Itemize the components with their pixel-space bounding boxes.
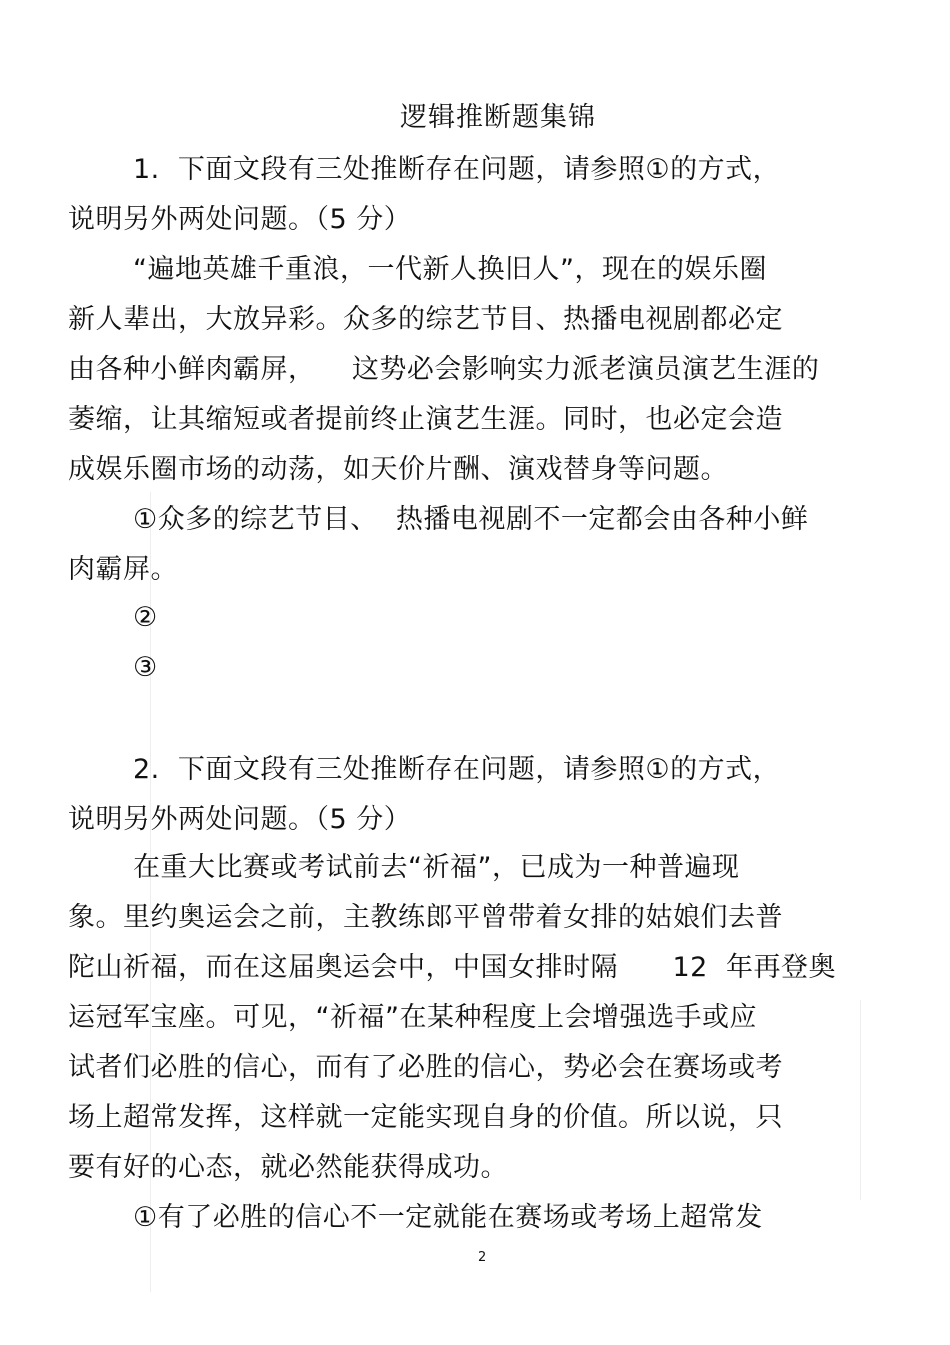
document-title: 逻辑推断题集锦 xyxy=(400,102,596,133)
question-1-prompt-line-1: 1. 下面文段有三处推断存在问题，请参照①的方式， xyxy=(133,154,781,185)
question-2-answer-1-line-1: ①有了必胜的信心不一定就能在赛场或考场上超常发 xyxy=(133,1202,763,1233)
page-number: 2 xyxy=(478,1250,487,1265)
question-1-passage-line: 新人辈出，大放异彩。众多的综艺节目、热播电视剧都必定 xyxy=(68,304,783,335)
question-1-passage-line: “遍地英雄千重浪，一代新人换旧人”，现在的娱乐圈 xyxy=(133,254,767,285)
question-2-passage-line: 要有好的心态，就必然能获得成功。 xyxy=(68,1152,508,1183)
question-1-answer-2-marker: ② xyxy=(133,602,158,633)
question-2-passage-line: 运冠军宝座。可见，“祈福”在某种程度上会增强选手或应 xyxy=(68,1002,757,1033)
question-2-prompt-line-2: 说明另外两处问题。（5 分） xyxy=(68,804,412,835)
question-2-prompt-line-1: 2. 下面文段有三处推断存在问题，请参照①的方式， xyxy=(133,754,781,785)
question-1-prompt-line-2: 说明另外两处问题。（5 分） xyxy=(68,204,412,235)
question-1-passage-line: 成娱乐圈市场的动荡，如天价片酬、演戏替身等问题。 xyxy=(68,454,728,485)
margin-rule-right xyxy=(860,1000,861,1200)
question-2-passage-line: 试者们必胜的信心，而有了必胜的信心，势必会在赛场或考 xyxy=(68,1052,783,1083)
question-2-passage-line: 在重大比赛或考试前去“祈福”，已成为一种普遍现 xyxy=(133,852,740,883)
question-1-answer-1-line-1: ①众多的综艺节目、 热播电视剧不一定都会由各种小鲜 xyxy=(133,504,809,535)
question-1-answer-1-line-2: 肉霸屏。 xyxy=(68,554,178,585)
question-1-passage-line: 由各种小鲜肉霸屏， 这势必会影响实力派老演员演艺生涯的 xyxy=(68,354,820,385)
question-1-answer-3-marker: ③ xyxy=(133,652,158,683)
question-2-passage-line: 场上超常发挥，这样就一定能实现自身的价值。所以说，只 xyxy=(68,1102,783,1133)
question-2-passage-line: 陀山祈福，而在这届奥运会中，中国女排时隔 12 年再登奥 xyxy=(68,952,837,983)
question-1-passage-line: 萎缩，让其缩短或者提前终止演艺生涯。同时，也必定会造 xyxy=(68,404,783,435)
question-2-passage-line: 象。里约奥运会之前，主教练郎平曾带着女排的姑娘们去普 xyxy=(68,902,783,933)
